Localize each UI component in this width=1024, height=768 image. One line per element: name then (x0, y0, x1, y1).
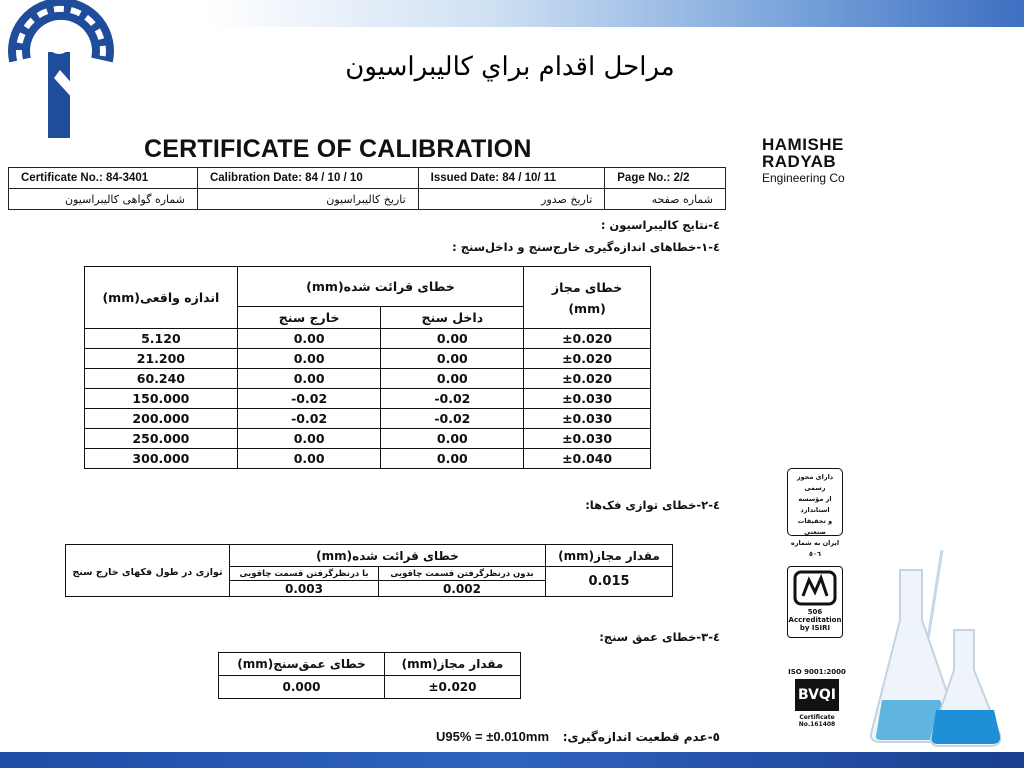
table-row (85, 449, 651, 469)
license-line: از مؤسسه استاندارد (798, 495, 832, 514)
calibration-date: Calibration Date: 84 / 10 / 10 (197, 168, 418, 189)
cell-inside: 0.00 (381, 329, 524, 349)
cell-outside: 0.00 (237, 369, 381, 389)
cell-allowed: ±0.020 (524, 329, 651, 349)
cell-actual: 21.200 (85, 349, 238, 369)
certificate-title: CERTIFICATE OF CALIBRATION (144, 135, 532, 163)
calibration-date-fa: تاریخ کالیبراسیون (197, 189, 418, 210)
bottom-gradient-bar (0, 752, 1024, 768)
cell-outside: 0.00 (237, 349, 381, 369)
measurement-errors-table (84, 266, 651, 469)
accreditation-number: 506 (807, 608, 823, 616)
accreditation-badge (787, 566, 843, 638)
license-line: دارای مجوز رسمی (796, 473, 834, 492)
cell-inside: 0.00 (381, 369, 524, 389)
cell-actual: 5.120 (85, 329, 238, 349)
cell-actual: 200.000 (85, 409, 238, 429)
company-line-3: Engineering Co (762, 171, 845, 185)
section-4-3-heading: ٤-٣-خطای عمق سنج: (599, 630, 720, 644)
depth-allowed-value: ±0.020 (385, 676, 521, 699)
cell-outside: -0.02 (237, 409, 381, 429)
page-number-fa: شماره صفحه (605, 189, 726, 210)
table-row (85, 349, 651, 369)
cell-inside: 0.00 (381, 429, 524, 449)
company-logo (2, 0, 126, 138)
cell-inside: 0.00 (381, 449, 524, 469)
value-without-knife: 0.002 (379, 581, 546, 597)
cell-allowed: ±0.030 (524, 429, 651, 449)
col-allowed-label: خطای مجاز (551, 279, 623, 295)
cell-outside: 0.00 (237, 429, 381, 449)
table-row (85, 389, 651, 409)
cell-allowed: ±0.030 (524, 409, 651, 429)
uncertainty-value: U95% = ±0.010mm (436, 729, 550, 744)
company-name-block (762, 136, 862, 185)
cert-number: Certificate No.: 84-3401 (9, 168, 198, 189)
table-row (85, 409, 651, 429)
cell-inside: 0.00 (381, 349, 524, 369)
license-box (787, 468, 843, 558)
cell-allowed: ±0.020 (524, 349, 651, 369)
cell-outside: -0.02 (237, 389, 381, 409)
parallelism-row-label: توازی در طول فکهای خارج سنج (66, 545, 230, 597)
accreditation-line-1: Accreditation (788, 616, 842, 624)
parallelism-table (65, 544, 673, 597)
col-actual-size: اندازه واقعی(mm) (85, 267, 238, 329)
cell-inside: -0.02 (381, 389, 524, 409)
isiri-logo-icon (793, 570, 837, 606)
cell-outside: 0.00 (237, 449, 381, 469)
cell-outside: 0.00 (237, 329, 381, 349)
value-with-knife: 0.003 (230, 581, 379, 597)
col-reading-error: خطای قرائت شده(mm) (237, 267, 523, 307)
allowed-value-2: 0.015 (546, 567, 673, 597)
cell-allowed: ±0.030 (524, 389, 651, 409)
accreditation-line-2: by ISIRI (799, 624, 831, 632)
col-allowed-3: مقدار مجاز(mm) (385, 653, 521, 676)
company-line-2: RADYAB (762, 152, 837, 171)
col-allowed-error (524, 267, 651, 329)
slide-title: مراحل اقدام براي كاليبراسيون (345, 52, 675, 82)
iso-block (785, 668, 849, 728)
col-allowed-2: مقدار مجاز(mm) (546, 545, 673, 567)
cell-inside: -0.02 (381, 409, 524, 429)
iso-cert-number: Certificate No.161408 (798, 714, 836, 728)
col-depth-error: خطای عمق‌سنج(mm) (219, 653, 385, 676)
col-inside-gauge: داخل سنج (381, 307, 524, 329)
cell-actual: 60.240 (85, 369, 238, 389)
license-line: ایران به شماره ٥٠٦ (790, 539, 840, 558)
col-reading-error-2: خطای قرائت شده(mm) (230, 545, 546, 567)
section-4-2-heading: ٤-٢-خطای توازی فک‌ها: (585, 498, 720, 512)
issued-date-fa: تاریخ صدور (418, 189, 605, 210)
cell-allowed: ±0.020 (524, 369, 651, 389)
lab-flasks-image (870, 550, 1020, 750)
col-allowed-unit: (mm) (568, 300, 606, 316)
sub-with-knife: با درنظرگرفتن قسمت چاقویی (230, 567, 379, 581)
cert-number-fa: شماره گواهی کالیبراسیون (9, 189, 198, 210)
company-line-1: HAMISHE (762, 135, 844, 154)
cell-allowed: ±0.040 (524, 449, 651, 469)
iso-logo-icon: BVQI (795, 679, 839, 711)
depth-error-value: 0.000 (219, 676, 385, 699)
issued-date: Issued Date: 84 / 10/ 11 (418, 168, 605, 189)
section-5-heading: ٥-عدم قطعیت اندازه‌گیری: (562, 730, 720, 744)
table-row (85, 329, 651, 349)
cell-actual: 250.000 (85, 429, 238, 449)
section-4-1-heading: ٤-١-خطاهای اندازه‌گیری خارج‌سنج و داخل‌سنج : (452, 240, 720, 254)
certificate-header-table (8, 167, 726, 210)
iso-title: ISO 9001:2000 (788, 668, 846, 676)
table-row (85, 369, 651, 389)
top-gradient-bar (205, 0, 1024, 27)
cell-actual: 150.000 (85, 389, 238, 409)
license-line: و تحقیقات صنعتی (797, 517, 833, 536)
sub-without-knife: بدون درنظرگرفتن قسمت چاقویی (379, 567, 546, 581)
cell-actual: 300.000 (85, 449, 238, 469)
page-number: Page No.: 2/2 (605, 168, 726, 189)
section-4-heading: ٤-نتایج کالیبراسیون : (600, 218, 720, 232)
depth-gauge-table (218, 652, 521, 699)
table-row (85, 429, 651, 449)
col-outside-gauge: خارج سنج (237, 307, 381, 329)
